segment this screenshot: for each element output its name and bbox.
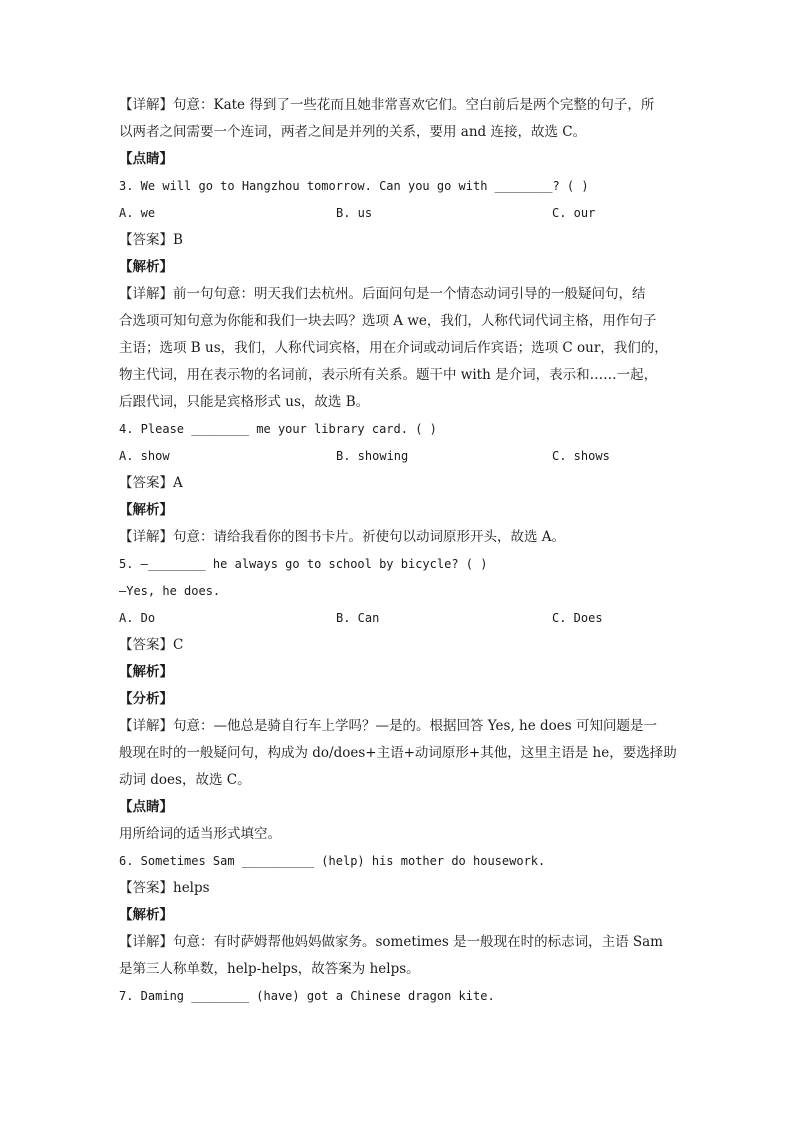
explanation-paragraph [119, 524, 679, 551]
answer-line: 用所给词的适当形式填空。 [119, 826, 281, 842]
question-text: 6. Sometimes Sam __________ (help) his mother do housework. [119, 854, 546, 868]
question-text: —Yes, he does. [119, 584, 221, 598]
section-heading: 【解析】 [119, 664, 173, 680]
paragraph-line: 动词 does，故选 C。 [119, 772, 251, 788]
answer-options [119, 443, 679, 470]
section-heading: 【点睛】 [119, 799, 173, 815]
paragraph-line: 后跟代词，只能是宾格形式 us，故选 B。 [119, 394, 370, 410]
section-heading: 【解析】 [119, 907, 173, 923]
paragraph-line: 【详解】句意：—他总是骑自行车上学吗？—是的。根据回答 Yes, he does 可知问题是一 [119, 718, 657, 734]
section-heading: 【解析】 [119, 259, 173, 275]
document-page [119, 92, 679, 1010]
option-b: B. Can [336, 611, 380, 625]
answer-line: 【答案】A [119, 475, 183, 491]
paragraph-line: 合选项可知句意为你能和我们一块去吗？选项 A we，我们，人称代词代词主格，用作句子 [119, 313, 657, 329]
question-text: 5. —________ he always go to school by bicycle? ( ) [119, 557, 488, 571]
answer-line: 【答案】C [119, 637, 184, 653]
paragraph-line: 主语；选项 B us，我们，人称代词宾格，用在介词或动词后作宾语；选项 C our，我们的， [119, 340, 668, 356]
explanation-paragraph [119, 929, 679, 983]
option-a: A. we [119, 206, 156, 220]
explanation-paragraph [119, 92, 679, 146]
section-heading: 【分析】 [119, 691, 173, 707]
option-c: C. our [552, 206, 596, 220]
section-heading: 【解析】 [119, 502, 173, 518]
explanation-paragraph [119, 713, 679, 794]
answer-options [119, 605, 679, 632]
option-c: C. Does [552, 611, 603, 625]
question-text: 3. We will go to Hangzhou tomorrow. Can you go with ________? ( ) [119, 179, 589, 193]
option-b: B. showing [336, 449, 409, 463]
answer-line: 【答案】B [119, 232, 183, 248]
paragraph-line: 【详解】前一句句意：明天我们去杭州。后面问句是一个情态动词引导的一般疑问句，结 [119, 286, 646, 302]
question-text: 7. Daming ________ (have) got a Chinese dragon kite. [119, 989, 495, 1003]
question-text: 4. Please ________ me your library card. ( ) [119, 422, 437, 436]
paragraph-line: 【详解】句意：Kate 得到了一些花而且她非常喜欢它们。空白前后是两个完整的句子，所 [119, 97, 655, 113]
answer-line: 【答案】helps [119, 880, 210, 896]
option-c: C. shows [552, 449, 610, 463]
paragraph-line: 般现在时的一般疑问句，构成为 do/does+主语+动词原形+其他，这里主语是 he，要选择助 [119, 745, 677, 761]
option-a: A. Do [119, 611, 156, 625]
paragraph-line: 【详解】句意：有时萨姆帮他妈妈做家务。sometimes 是一般现在时的标志词，主语 Sam [119, 934, 663, 950]
paragraph-line: 以两者之间需要一个连词，两者之间是并列的关系，要用 and 连接，故选 C。 [119, 124, 587, 140]
paragraph-line: 物主代词，用在表示物的名词前，表示所有关系。题干中 with 是介词，表示和……一起， [119, 367, 658, 383]
answer-options [119, 200, 679, 227]
option-b: B. us [336, 206, 373, 220]
paragraph-line: 是第三人称单数，help-helps，故答案为 helps。 [119, 961, 420, 977]
option-a: A. show [119, 449, 170, 463]
explanation-paragraph [119, 281, 679, 416]
section-heading: 【点睛】 [119, 151, 173, 167]
paragraph-line: 【详解】句意：请给我看你的图书卡片。祈使句以动词原形开头，故选 A。 [119, 529, 566, 545]
